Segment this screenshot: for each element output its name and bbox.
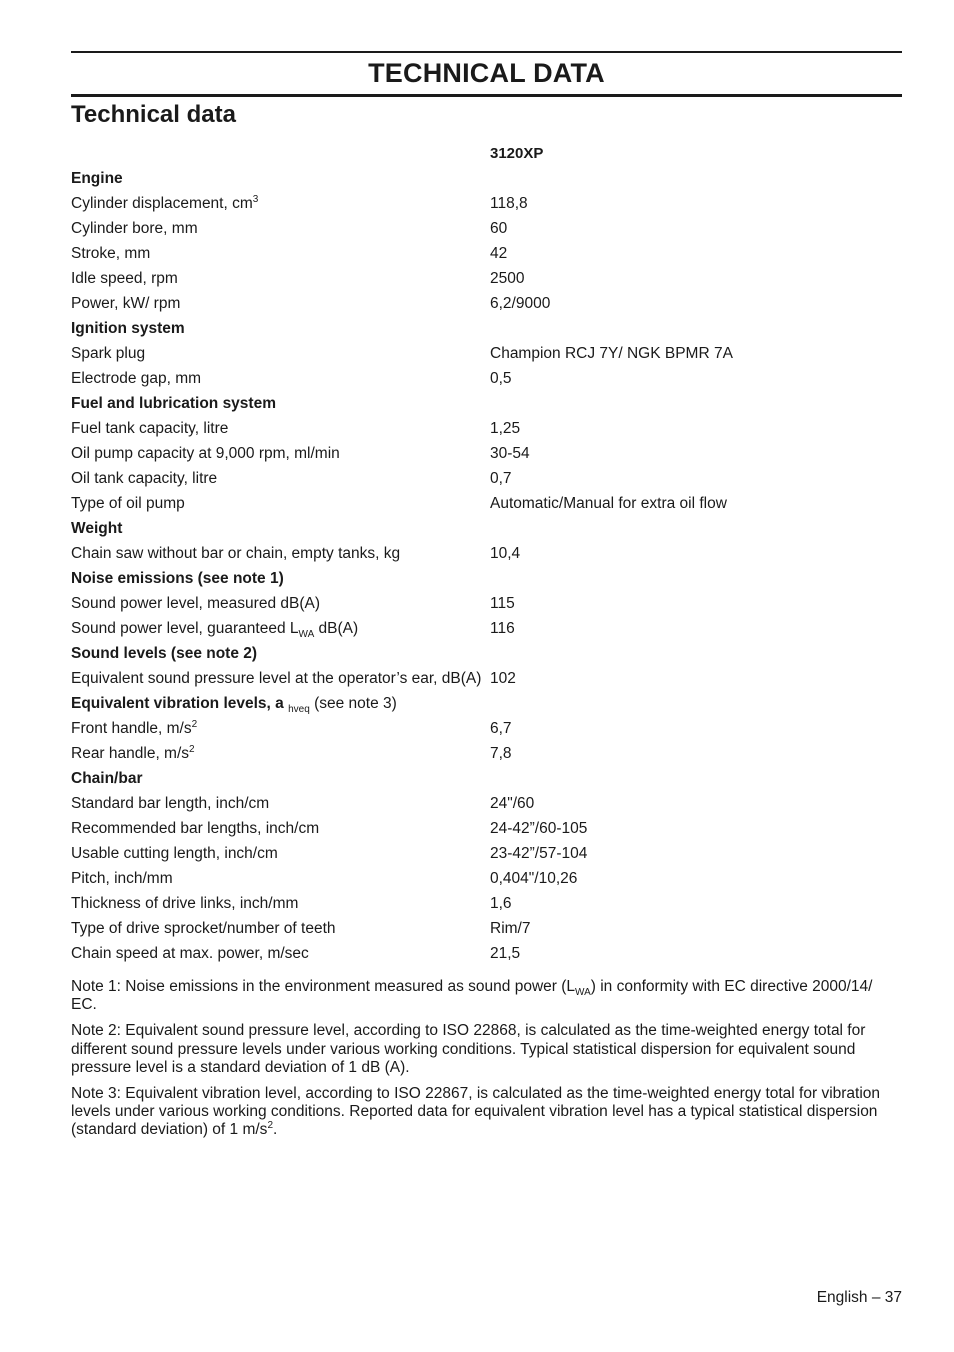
spec-row-oil-pump — [71, 441, 902, 466]
spec-row-stroke — [71, 241, 902, 266]
spec-value: 0,7 — [490, 470, 512, 487]
group-heading-vibration — [71, 691, 902, 716]
page-banner — [71, 51, 902, 97]
spec-value: 24"/60 — [490, 795, 535, 812]
group-heading-ignition — [71, 316, 902, 341]
spec-value: 6,2/9000 — [490, 295, 551, 312]
spec-label: Rear handle, $m/s^2$ — [71, 744, 195, 762]
spec-label: Usable cutting length, inch/cm — [71, 845, 278, 862]
spec-label: Sound power level, guaranteed $L_{WA}$ dB(A) — [71, 620, 359, 640]
group-heading: Engine — [71, 170, 123, 187]
spec-label: Cylinder bore, mm — [71, 220, 198, 237]
group-heading-fuel — [71, 391, 902, 416]
group-heading-chain — [71, 766, 902, 791]
spec-label: Electrode gap, mm — [71, 370, 202, 387]
notes-section — [71, 978, 902, 1148]
spec-label: Thickness of drive links, inch/mm — [71, 895, 299, 912]
spec-row-chain-speed — [71, 941, 902, 966]
model-row — [71, 141, 902, 166]
spec-row-sound-guaranteed — [71, 616, 902, 641]
spec-label: Oil pump capacity at 9,000 rpm, ml/min — [71, 445, 340, 462]
page-footer: English – 37 — [816, 1289, 902, 1306]
group-heading-engine — [71, 166, 902, 191]
spec-row-saw-weight — [71, 541, 902, 566]
spec-label: Pitch, inch/mm — [71, 870, 173, 887]
spec-label: Sound power level, measured dB(A) — [71, 595, 320, 612]
spec-row-power — [71, 291, 902, 316]
spec-row-bore — [71, 216, 902, 241]
spec-value: Automatic/Manual for extra oil flow — [490, 495, 727, 512]
spec-row-operator-ear — [71, 666, 902, 691]
spec-value: 21,5 — [490, 945, 521, 962]
spec-value: 30-54 — [490, 445, 530, 462]
spec-row-electrode-gap — [71, 366, 902, 391]
spec-row-std-bar — [71, 791, 902, 816]
spec-label: Fuel tank capacity, litre — [71, 420, 229, 437]
model-name: 3120XP — [490, 145, 544, 162]
spec-row-front-handle — [71, 716, 902, 741]
spec-value: 1,6 — [490, 895, 512, 912]
spec-row-pump-type — [71, 491, 902, 516]
spec-value: 1,25 — [490, 420, 521, 437]
spec-value: 115 — [490, 595, 515, 612]
note-2: Note 2: Equivalent sound pressure level, according to ISO 22868, is calculated as the time-weighted energy total for different sound pressure levels under various working conditions. Typical statistical dispersion for equivalent sound pressure level is a standard deviation of 1 dB (A). — [71, 1022, 866, 1076]
spec-value: 24-42”/60-105 — [490, 820, 588, 837]
spec-value: 23-42”/57-104 — [490, 845, 588, 862]
spec-label: Stroke, mm — [71, 245, 151, 262]
group-heading-noise — [71, 566, 902, 591]
group-heading: Weight — [71, 520, 123, 537]
spec-value: 6,7 — [490, 720, 512, 737]
spec-value: 102 — [490, 670, 516, 687]
banner-title: TECHNICAL DATA — [368, 58, 605, 88]
group-heading: Ignition system — [71, 320, 185, 337]
spec-label: Oil tank capacity, litre — [71, 470, 218, 487]
spec-value: 0,5 — [490, 370, 512, 387]
spec-value: 60 — [490, 220, 508, 237]
spec-label: Type of oil pump — [71, 495, 185, 512]
spec-label: Power, kW/ rpm — [71, 295, 181, 312]
spec-label: Type of drive sprocket/number of teeth — [71, 920, 336, 937]
group-heading: Equivalent vibration levels, a $_{hveq}$ (see note 3) — [71, 695, 397, 715]
spec-row-displacement — [71, 191, 902, 216]
group-heading-weight — [71, 516, 902, 541]
spec-label: Spark plug — [71, 345, 146, 362]
spec-row-rec-bar — [71, 816, 902, 841]
spec-value: 118,8 — [490, 195, 528, 212]
spec-value: 42 — [490, 245, 508, 262]
spec-row-fuel-tank — [71, 416, 902, 441]
spec-label: Recommended bar lengths, inch/cm — [71, 820, 320, 837]
spec-value: Rim/7 — [490, 920, 531, 937]
spec-row-pitch — [71, 866, 902, 891]
spec-value: Champion RCJ 7Y/ NGK BPMR 7A — [490, 345, 733, 362]
spec-value: 116 — [490, 620, 515, 637]
spec-label: Equivalent sound pressure level at the operator’s ear, dB(A) — [71, 670, 482, 687]
spec-value: 7,8 — [490, 745, 512, 762]
note-1: Note 1: Noise emissions in the environment measured as sound power $(L_{WA})$ in conformity with EC directive 2000/14/ EC. — [71, 978, 873, 1014]
spec-value: 10,4 — [490, 545, 521, 562]
spec-row-oil-tank — [71, 466, 902, 491]
spec-value: 0,404"/10,26 — [490, 870, 578, 887]
spec-row-sprocket — [71, 916, 902, 941]
group-heading: Chain/bar — [71, 770, 143, 787]
spec-label: Chain saw without bar or chain, empty tanks, kg — [71, 545, 401, 562]
spec-row-sound-measured — [71, 591, 902, 616]
spec-label: Chain speed at max. power, m/sec — [71, 945, 309, 962]
group-heading: Fuel and lubrication system — [71, 395, 276, 412]
spec-table — [71, 141, 902, 966]
spec-row-usable-length — [71, 841, 902, 866]
spec-value: 2500 — [490, 270, 525, 287]
group-heading: Sound levels (see note 2) — [71, 645, 258, 662]
spec-label: Idle speed, rpm — [71, 270, 178, 287]
spec-label: Cylinder displacement, $cm^3$ — [71, 194, 259, 212]
spec-row-rear-handle — [71, 741, 902, 766]
spec-row-idle — [71, 266, 902, 291]
note-3: Note 3: Equivalent vibration level, according to ISO 22867, is calculated as the time-weighted energy total for vibration levels under various working conditions. Reported data for equivalent vibration level has a typical statistical dispersion (standard deviation) of 1 $m/s^2$. — [71, 1085, 881, 1139]
group-heading-sound — [71, 641, 902, 666]
spec-label: Front handle, $m/s^2$ — [71, 719, 198, 737]
spec-row-spark-plug — [71, 341, 902, 366]
section-title: Technical data — [71, 101, 236, 128]
spec-row-drive-links — [71, 891, 902, 916]
spec-label: Standard bar length, inch/cm — [71, 795, 270, 812]
group-heading: Noise emissions (see note 1) — [71, 570, 284, 587]
